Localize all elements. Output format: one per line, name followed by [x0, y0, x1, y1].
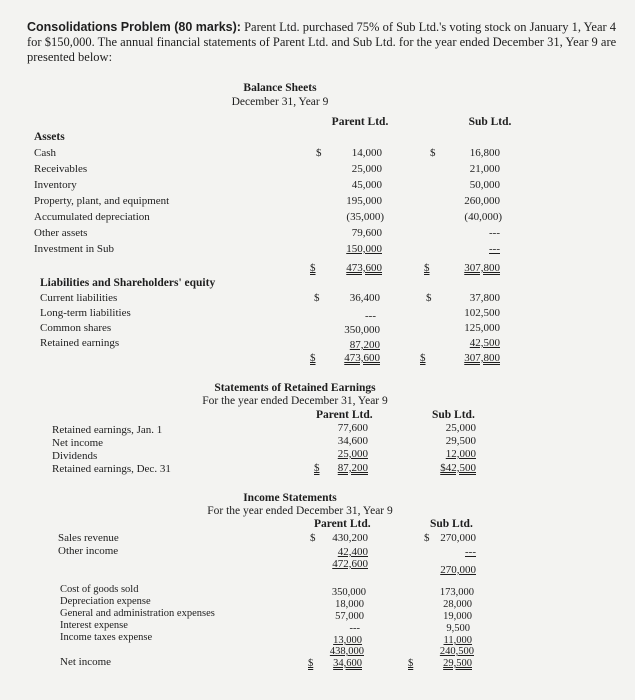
- revenue-sub-value: ---: [465, 546, 476, 558]
- currency-sign: $: [424, 532, 430, 544]
- re-col-parent: Parent Ltd.: [316, 409, 373, 421]
- re-label: Net income: [52, 437, 104, 449]
- re-parent-value: 77,600: [337, 422, 368, 434]
- asset-label: Property, plant, and equipment: [34, 195, 170, 207]
- asset-sub-value: (40,000): [464, 211, 502, 223]
- re-sub-value: 25,000: [445, 422, 476, 434]
- expense-total-sub: 240,500: [439, 646, 474, 657]
- assets-total-parent: 473,600: [346, 262, 382, 274]
- liabilities-heading: Liabilities and Shareholders' equity: [40, 277, 216, 289]
- expense-parent-value: ---: [349, 623, 360, 634]
- asset-sub-value: 260,000: [464, 195, 500, 207]
- expense-label: Cost of goods sold: [60, 584, 139, 595]
- balance-sheet-date: December 31, Year 9: [231, 96, 329, 108]
- asset-sub-value: ---: [489, 227, 500, 239]
- liab-total-sub: 307,800: [464, 352, 500, 364]
- currency-sign: $: [310, 262, 316, 274]
- asset-sub-value: 50,000: [469, 179, 500, 191]
- liab-total-parent: 473,600: [344, 352, 380, 364]
- bs-col-sub: Sub Ltd.: [468, 116, 512, 128]
- is-col-parent: Parent Ltd.: [314, 518, 371, 530]
- asset-parent-value: 150,000: [346, 243, 382, 255]
- revenue-sub-value: 270,000: [440, 532, 476, 544]
- currency-sign: $: [420, 352, 426, 364]
- liability-label: Current liabilities: [40, 292, 118, 304]
- asset-label: Cash: [34, 147, 56, 159]
- asset-parent-value: 25,000: [351, 163, 382, 175]
- bs-col-parent: Parent Ltd.: [331, 116, 389, 128]
- liability-label: Retained earnings: [40, 337, 120, 349]
- currency-sign: $: [308, 658, 314, 669]
- asset-label: Receivables: [34, 163, 88, 175]
- currency-sign: $: [408, 658, 414, 669]
- expense-label: General and administration expenses: [60, 608, 215, 619]
- liability-label: Common shares: [40, 322, 112, 334]
- currency-sign: $: [316, 147, 322, 159]
- re-label: Retained earnings, Jan. 1: [52, 424, 163, 436]
- re-parent-value: 87,200: [337, 462, 368, 474]
- asset-label: Investment in Sub: [34, 243, 115, 255]
- liability-parent-value: 350,000: [344, 324, 380, 336]
- currency-sign: $: [430, 147, 436, 159]
- re-col-sub: Sub Ltd.: [432, 409, 475, 421]
- asset-sub-value: 21,000: [469, 163, 500, 175]
- liability-sub-value: 37,800: [469, 292, 500, 304]
- expense-sub-value: 173,000: [439, 587, 474, 598]
- liability-parent-value: 87,200: [349, 339, 380, 351]
- re-parent-value: 34,600: [337, 435, 368, 447]
- expense-sub-value: 9,500: [446, 623, 470, 634]
- asset-label: Other assets: [34, 227, 88, 239]
- problem-text: Parent Ltd. purchased 75% of Sub Ltd.'s voting stock on January 1, Year 4 for $150,000. The annual financial statements of Parent Ltd. and Sub Ltd. for the year ended December 31, Year 9 are presented below:: [27, 20, 617, 64]
- re-label: Dividends: [52, 450, 98, 462]
- revenue-label: Sales revenue: [58, 532, 119, 544]
- expense-parent-value: 57,000: [335, 611, 364, 622]
- is-subtitle: For the year ended December 31, Year 9: [207, 505, 393, 517]
- revenue-total-sub: 270,000: [440, 564, 476, 576]
- currency-sign: $: [314, 292, 320, 304]
- asset-label: Inventory: [34, 179, 77, 191]
- currency-sign: $: [426, 292, 432, 304]
- expense-label: Interest expense: [60, 620, 128, 631]
- problem-heading: Consolidations Problem (80 marks):: [27, 20, 241, 34]
- re-sub-value: $42,500: [440, 462, 476, 474]
- asset-label: Accumulated depreciation: [34, 211, 150, 223]
- asset-sub-value: 16,800: [469, 147, 500, 159]
- is-title: Income Statements: [243, 492, 337, 504]
- asset-parent-value: 79,600: [351, 227, 382, 239]
- net-income-label: Net income: [60, 656, 112, 668]
- currency-sign: $: [424, 262, 430, 274]
- asset-parent-value: 195,000: [346, 195, 382, 207]
- expense-sub-value: 19,000: [443, 611, 472, 622]
- expense-sub-value: 28,000: [443, 599, 472, 610]
- liability-sub-value: 42,500: [469, 337, 500, 349]
- re-parent-value: 25,000: [337, 448, 368, 460]
- net-income-sub: 29,500: [443, 658, 472, 669]
- problem-intro: [27, 20, 622, 65]
- revenue-label: Other income: [58, 545, 119, 557]
- liability-sub-value: 102,500: [464, 307, 500, 319]
- revenue-parent-value: 42,400: [337, 546, 368, 558]
- expense-parent-value: 18,000: [335, 599, 364, 610]
- asset-parent-value: (35,000): [346, 211, 384, 223]
- assets-heading: Assets: [34, 131, 65, 143]
- expense-label: Income taxes expense: [60, 632, 153, 643]
- re-sub-value: 12,000: [445, 448, 476, 460]
- revenue-parent-value: 430,200: [332, 532, 368, 544]
- re-label: Retained earnings, Dec. 31: [52, 463, 171, 475]
- currency-sign: $: [314, 462, 320, 474]
- re-subtitle: For the year ended December 31, Year 9: [202, 395, 388, 407]
- currency-sign: $: [310, 532, 316, 544]
- expense-sub-value: 11,000: [443, 635, 472, 646]
- is-col-sub: Sub Ltd.: [430, 518, 473, 530]
- assets-total-sub: 307,800: [464, 262, 500, 274]
- net-income-parent: 34,600: [333, 658, 362, 669]
- liability-label: Long-term liabilities: [40, 307, 131, 319]
- expense-parent-value: 350,000: [331, 587, 366, 598]
- liability-sub-value: 125,000: [464, 322, 500, 334]
- asset-parent-value: 45,000: [351, 179, 382, 191]
- liability-parent-value: 36,400: [349, 292, 380, 304]
- currency-sign: $: [310, 352, 316, 364]
- expense-total-parent: 438,000: [329, 646, 364, 657]
- re-sub-value: 29,500: [445, 435, 476, 447]
- asset-parent-value: 14,000: [351, 147, 382, 159]
- liability-parent-value: ---: [365, 310, 376, 322]
- revenue-total-parent: 472,600: [332, 558, 368, 570]
- asset-sub-value: ---: [489, 243, 500, 255]
- balance-sheet-title: Balance Sheets: [243, 82, 317, 94]
- expense-parent-value: 13,000: [333, 635, 362, 646]
- expense-label: Depreciation expense: [60, 596, 151, 607]
- re-title: Statements of Retained Earnings: [214, 382, 376, 394]
